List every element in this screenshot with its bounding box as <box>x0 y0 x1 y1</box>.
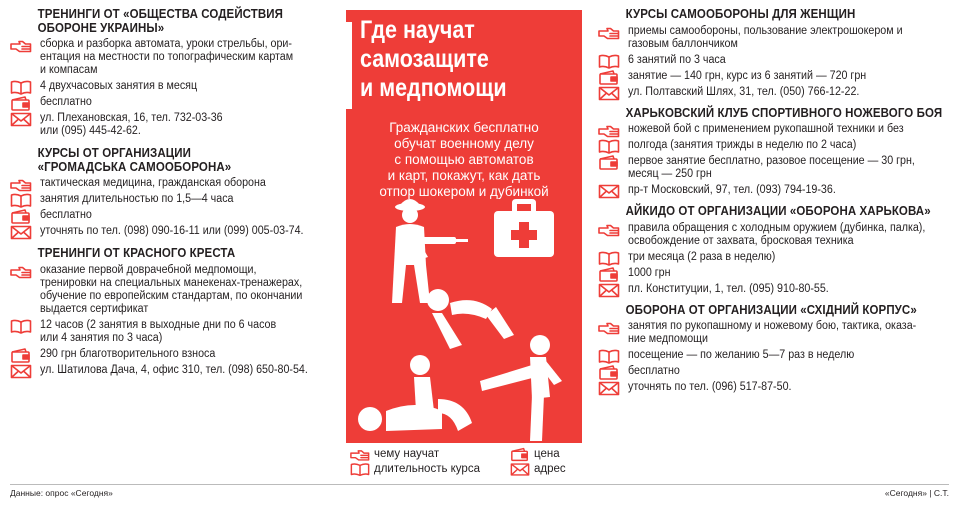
legend-label: адрес <box>534 463 566 475</box>
course-info-text <box>628 86 949 99</box>
legend-item-what <box>350 448 480 463</box>
course-info-price <box>598 365 950 378</box>
pointing-hand-icon <box>598 123 620 138</box>
course-info-price <box>10 209 342 222</box>
poster-accent-bar <box>346 22 352 109</box>
open-book-icon <box>350 462 370 477</box>
subtitle-line: Гражданских бесплатно <box>389 120 539 135</box>
wallet-icon <box>10 96 32 111</box>
course-info-address <box>10 112 342 138</box>
legend-item-address <box>510 463 566 478</box>
course-info-duration <box>10 319 342 345</box>
wallet-icon <box>598 155 620 170</box>
cpr-person-icon <box>358 355 472 431</box>
course-info-text <box>628 54 949 67</box>
info-line: полгода (занятия трижды в неделю по 2 часа) <box>628 139 857 151</box>
info-line: занятия по рукопашному и ножевому бою, тактика, оказа- <box>628 320 917 332</box>
poster-headline <box>360 16 575 103</box>
info-line: газовым баллончиком <box>628 37 738 50</box>
course-info-duration <box>10 80 342 93</box>
info-line: оказание первой доврачебной медпомощи, <box>40 263 257 276</box>
subtitle-line: отпор шокером и дубинкой <box>379 184 549 199</box>
info-line: освобождение от захвата, бросковая техника <box>628 234 854 247</box>
course-title <box>598 8 957 22</box>
course-info-what <box>598 222 950 248</box>
course-title-line: ХАРЬКОВСКИЙ КЛУБ СПОРТИВНОГО НОЖЕВОГО БОЯ <box>625 105 943 120</box>
open-book-icon <box>10 319 32 334</box>
course-info-text <box>628 267 949 280</box>
course-info-text <box>628 365 949 378</box>
course-section <box>10 147 342 238</box>
course-info-text <box>40 348 342 361</box>
course-info-text <box>628 155 949 181</box>
info-line: 1000 грн <box>628 266 671 279</box>
info-line: ул. Плехановская, 16, тел. 732-03-36 <box>40 112 223 124</box>
course-info-text <box>40 177 342 190</box>
course-title-line: КУРСЫ САМООБОРОНЫ ДЛЯ ЖЕНЩИН <box>625 7 856 21</box>
info-line: тренировки на специальных манекенах-тренажерах, <box>40 276 303 289</box>
info-line: или 4 занятия по 3 часа) <box>40 331 163 344</box>
open-book-icon <box>10 80 32 95</box>
info-line: занятие — 140 грн, курс из 6 занятий — 720 грн <box>628 69 867 82</box>
course-info-text <box>40 264 342 316</box>
course-info-what <box>10 38 342 77</box>
course-info-what <box>10 264 342 316</box>
course-info-text <box>628 251 949 264</box>
pointing-hand-icon <box>10 177 32 192</box>
info-line: уточнять по тел. (098) 090-16-11 или (099) 005-03-74. <box>40 225 304 237</box>
info-line: правила обращения с холодным оружием (дубинка, палка), <box>628 221 926 234</box>
course-info-duration <box>598 139 950 152</box>
wallet-icon <box>598 365 620 380</box>
wallet-icon <box>510 447 530 462</box>
info-line: сборка и разборка автомата, уроки стрельбы, ори- <box>40 38 292 50</box>
poster <box>346 10 582 443</box>
course-info-text <box>40 364 342 377</box>
footer-divider <box>10 484 949 485</box>
course-info-what <box>598 25 950 51</box>
course-info-duration <box>598 349 950 362</box>
course-info-text <box>628 184 949 197</box>
course-info-text <box>628 320 949 346</box>
pointing-hand-icon <box>598 222 620 237</box>
course-info-text <box>628 283 949 296</box>
open-book-icon <box>598 251 620 266</box>
course-info-text <box>40 80 342 93</box>
course-section <box>598 205 950 296</box>
soldier-with-rifle-icon <box>392 199 468 303</box>
info-line: 4 двухчасовых занятия в месяц <box>40 80 198 92</box>
envelope-icon <box>510 462 530 477</box>
course-info-price <box>10 348 342 361</box>
subtitle-line: с помощью автоматов <box>394 152 534 167</box>
open-book-icon <box>598 349 620 364</box>
info-line: и компасам <box>40 64 98 76</box>
course-info-address <box>10 225 342 238</box>
course-info-text <box>628 123 949 136</box>
course-info-duration <box>10 193 342 206</box>
course-title <box>598 205 957 219</box>
pointing-hand-icon <box>598 25 620 40</box>
pointing-hand-icon <box>598 320 620 335</box>
left-column <box>10 8 342 386</box>
course-section <box>598 304 950 395</box>
info-line: обучение по европейским стандартам, по окончании <box>40 289 303 302</box>
legend-label: длительность курса <box>374 463 480 475</box>
course-info-text <box>40 193 342 206</box>
course-title <box>10 8 369 35</box>
info-line: приемы самообороны, пользование электрошокером и <box>628 24 903 37</box>
course-title-line: ОБОРОНЕ УКРАИНЫ» <box>37 20 165 35</box>
info-line: выдается сертификат <box>40 302 149 315</box>
info-line: бесплатно <box>40 96 92 108</box>
course-info-address <box>598 381 950 394</box>
falling-person-icon <box>427 289 514 349</box>
legend-item-duration <box>350 463 480 478</box>
legend-label: чему научат <box>374 448 440 460</box>
info-line: занятия длительностью по 1,5—4 часа <box>40 193 234 205</box>
subtitle-line: и карт, покажут, как дать <box>387 168 541 183</box>
envelope-icon <box>10 225 32 240</box>
info-line: посещение — по желанию 5—7 раз в неделю <box>628 349 855 361</box>
course-info-text <box>628 381 949 394</box>
course-info-price <box>598 155 950 181</box>
envelope-icon <box>598 381 620 396</box>
info-line: первое занятие бесплатно, разовое посещение — 30 грн, <box>628 155 915 167</box>
pointing-hand-icon <box>10 38 32 53</box>
info-line: три месяца (2 раза в неделю) <box>628 250 776 263</box>
wallet-icon <box>10 209 32 224</box>
kicking-person-icon <box>480 335 562 441</box>
course-info-price <box>10 96 342 109</box>
envelope-icon <box>10 112 32 127</box>
course-title-line: АЙКИДО ОТ ОРГАНИЗАЦИИ «ОБОРОНА ХАРЬКОВА» <box>625 204 931 218</box>
course-title-line: ТРЕНИНГИ ОТ «ОБЩЕСТВА СОДЕЙСТВИЯ <box>37 7 284 21</box>
course-title <box>10 247 369 261</box>
info-line: ножевой бой с применением рукопашной техники и без <box>628 123 904 135</box>
course-title-line: КУРСЫ ОТ ОРГАНИЗАЦИИ <box>37 146 191 160</box>
course-section <box>598 107 950 198</box>
open-book-icon <box>598 139 620 154</box>
info-line: ул. Полтавский Шлях, 31, тел. (050) 766-12-22. <box>628 85 860 98</box>
info-line: месяц — 250 грн <box>628 168 712 180</box>
course-info-text <box>628 349 949 362</box>
course-info-text <box>628 222 949 248</box>
pointing-hand-icon <box>10 264 32 279</box>
info-line: тактическая медицина, гражданская оборона <box>40 177 266 189</box>
course-info-text <box>628 139 949 152</box>
course-section <box>10 247 342 377</box>
info-line: 12 часов (2 занятия в выходные дни по 6 часов <box>40 318 277 331</box>
envelope-icon <box>598 86 620 101</box>
course-title <box>598 107 957 121</box>
self-defense-illustration <box>346 185 582 443</box>
course-info-text <box>40 38 342 77</box>
info-line: 290 грн благотворительного взноса <box>40 347 216 360</box>
info-line: пл. Конституции, 1, тел. (095) 910-80-55. <box>628 282 829 295</box>
course-info-address <box>598 86 950 99</box>
info-line: уточнять по тел. (096) 517-87-50. <box>628 381 792 393</box>
course-info-text <box>40 112 342 138</box>
envelope-icon <box>10 364 32 379</box>
legend-right <box>510 448 566 478</box>
info-line: бесплатно <box>40 209 92 221</box>
course-info-address <box>10 364 342 377</box>
footer-credit: «Сегодня» | С.Т. <box>884 488 949 498</box>
footer-source: Данные: опрос «Сегодня» <box>10 488 113 498</box>
legend-left <box>350 448 480 478</box>
course-section <box>10 8 342 138</box>
course-title <box>598 304 957 318</box>
info-line: 6 занятий по 3 часа <box>628 53 726 66</box>
headline-line: и медпомощи <box>360 74 507 102</box>
course-info-text <box>40 319 342 345</box>
info-line: ул. Шатилова Дача, 4, офис 310, тел. (098) 650-80-54. <box>40 363 308 376</box>
course-info-text <box>628 25 949 51</box>
wallet-icon <box>598 70 620 85</box>
course-title <box>10 147 369 174</box>
course-info-what <box>10 177 342 190</box>
info-line: пр-т Московский, 97, тел. (093) 794-19-36. <box>628 184 836 196</box>
course-info-text <box>40 209 342 222</box>
envelope-icon <box>598 184 620 199</box>
legend-label: цена <box>534 448 560 460</box>
course-info-price <box>598 70 950 83</box>
course-info-price <box>598 267 950 280</box>
info-line: ентация на местности по топографическим картам <box>40 51 294 63</box>
envelope-icon <box>598 283 620 298</box>
course-info-what <box>598 320 950 346</box>
course-info-address <box>598 184 950 197</box>
headline-line: самозащите <box>360 45 489 73</box>
headline-line: Где научат <box>360 16 475 44</box>
course-section <box>598 8 950 99</box>
course-info-address <box>598 283 950 296</box>
course-info-duration <box>598 251 950 264</box>
open-book-icon <box>598 54 620 69</box>
subtitle-line: обучат военному делу <box>394 136 534 151</box>
course-title-line: ОБОРОНА ОТ ОРГАНИЗАЦИИ «СХІДНИЙ КОРПУС» <box>625 302 917 317</box>
course-title-line: «ГРОМАДСЬКА САМООБОРОНА» <box>37 159 232 174</box>
course-info-text <box>628 70 949 83</box>
wallet-icon <box>598 267 620 282</box>
info-line: или (095) 445-42-62. <box>40 125 141 137</box>
course-info-text <box>40 96 342 109</box>
wallet-icon <box>10 348 32 363</box>
right-column <box>598 8 950 402</box>
legend-item-price <box>510 448 566 463</box>
info-line: ние медпомощи <box>628 333 708 345</box>
course-info-what <box>598 123 950 136</box>
course-title-line: ТРЕНИНГИ ОТ КРАСНОГО КРЕСТА <box>37 246 236 260</box>
course-info-text <box>40 225 342 238</box>
open-book-icon <box>10 193 32 208</box>
info-line: бесплатно <box>628 365 680 377</box>
pointing-hand-icon <box>350 447 370 462</box>
course-info-duration <box>598 54 950 67</box>
